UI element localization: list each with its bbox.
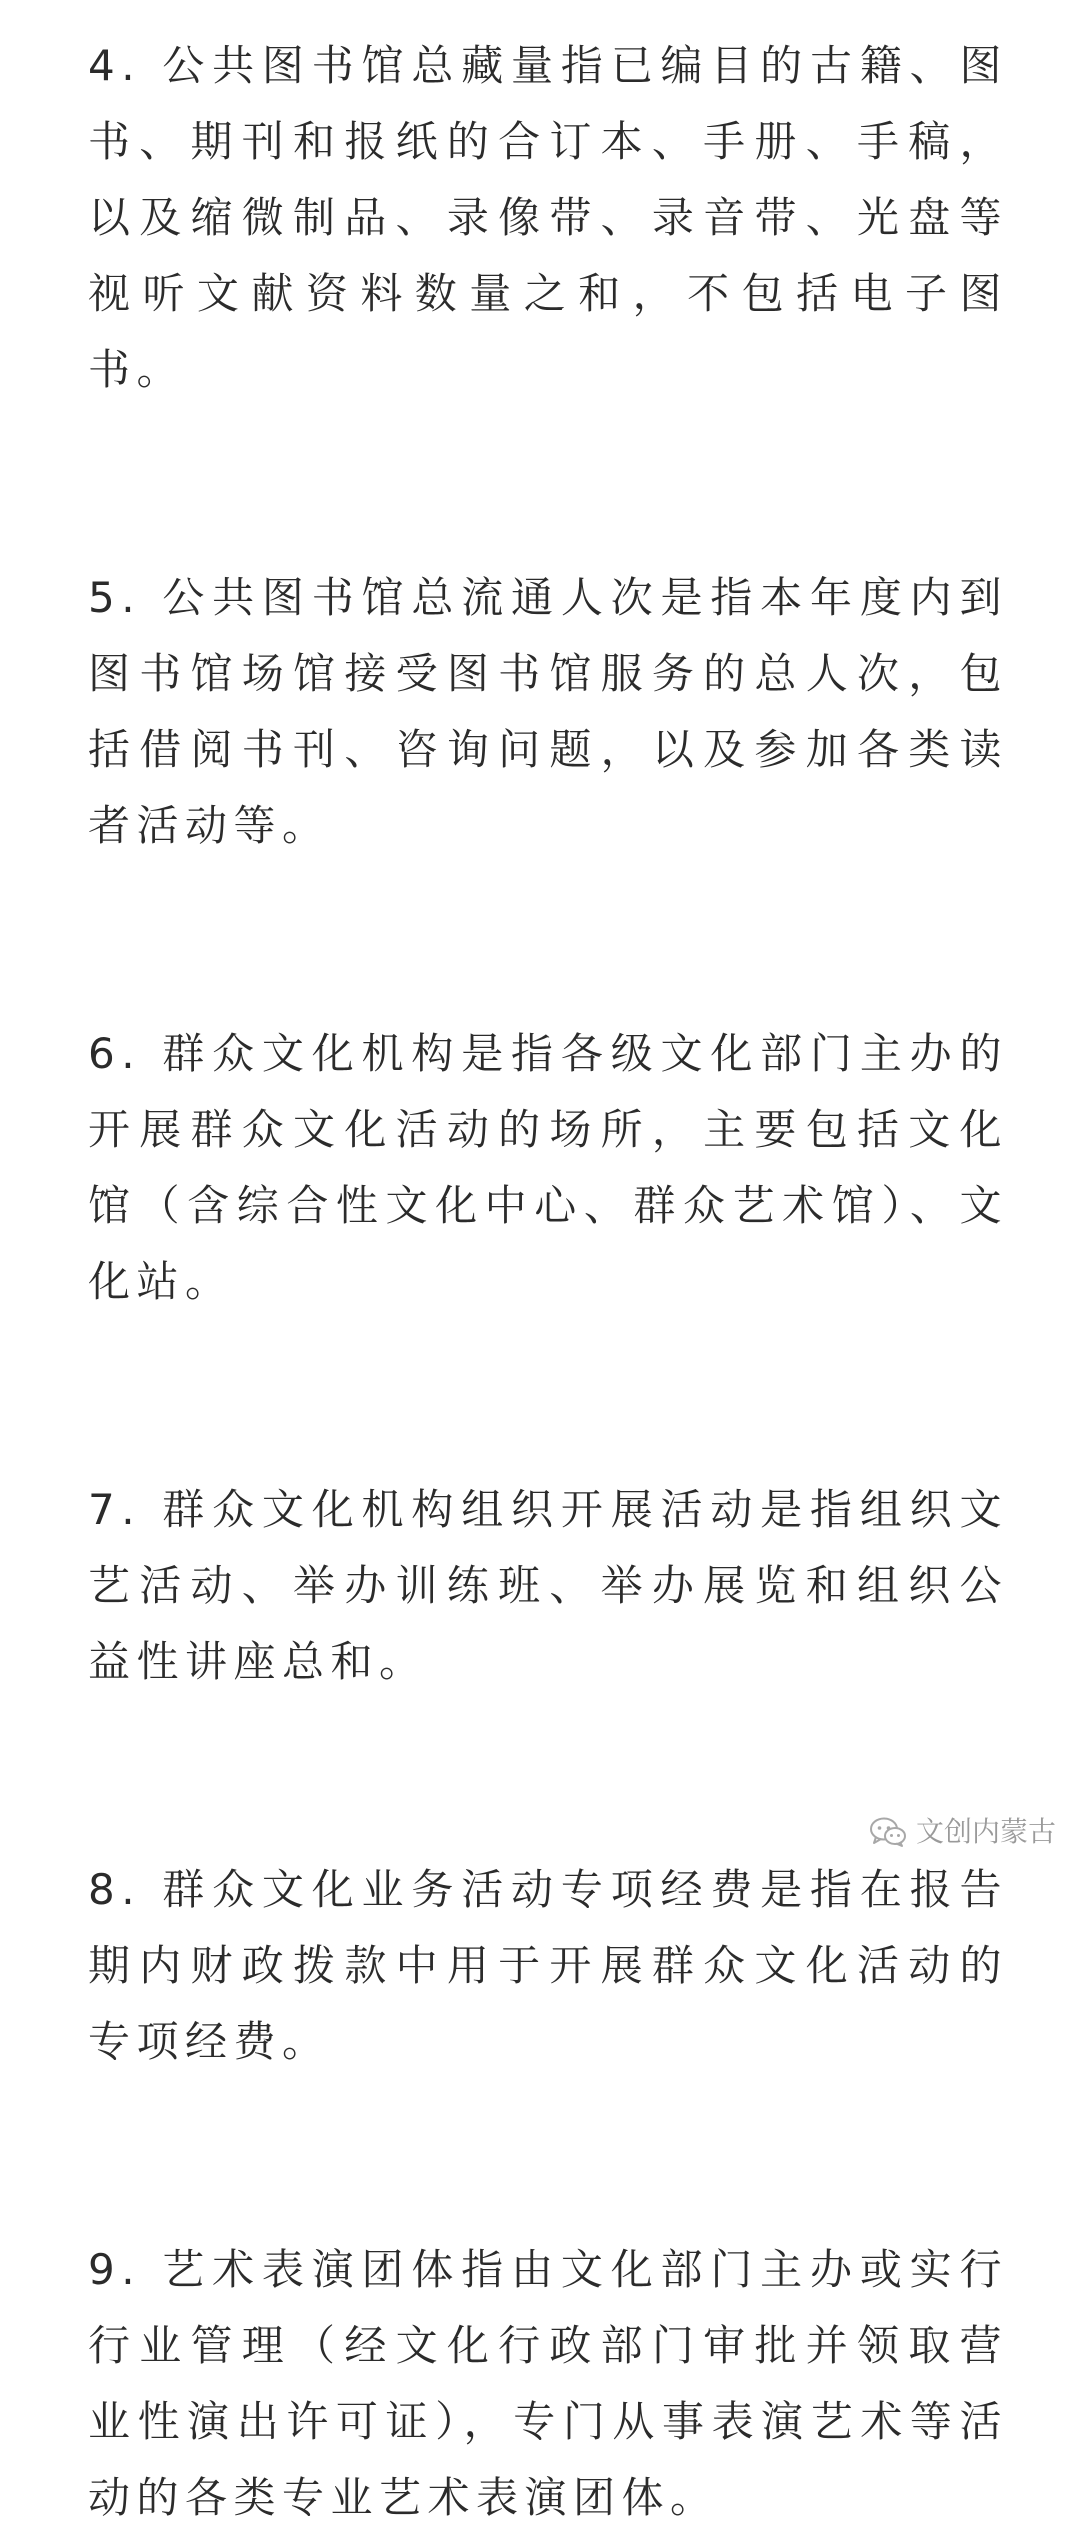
paragraph-4: 4. 公共图书馆总藏量指已编目的古籍、图书、期刊和报纸的合订本、手册、手稿，以及缩微制品、录像带、录音带、光盘等视听文献资料数量之和，不包括电子图书。 [88,41,1008,394]
paragraph-7: 7. 群众文化机构组织开展活动是指组织文艺活动、举办训练班、举办展览和组织公益性讲座总和。 [88,1485,1008,1686]
paragraph-8: 8. 群众文化业务活动专项经费是指在报告期内财政拨款中用于开展群众文化活动的专项经费。 [88,1865,1008,2066]
paragraph-9: 9. 艺术表演团体指由文化部门主办或实行行业管理（经文化行政部门审批并领取营业性演出许可证），专门从事表演艺术等活动的各类专业艺术表演团体。 [88,2245,1008,2522]
wechat-icon [868,1815,908,1849]
paragraph-6: 6. 群众文化机构是指各级文化部门主办的开展群众文化活动的场所，主要包括文化馆（含综合性文化中心、群众艺术馆）、文化站。 [88,1029,1008,1306]
source-watermark [868,1815,1056,1849]
paragraph-5: 5. 公共图书馆总流通人次是指本年度内到图书馆场馆接受图书馆服务的总人次，包括借阅书刊、咨询问题，以及参加各类读者活动等。 [88,573,1008,850]
watermark-text: 文创内蒙古 [915,1815,1056,1848]
article-body [88,28,1008,2536]
